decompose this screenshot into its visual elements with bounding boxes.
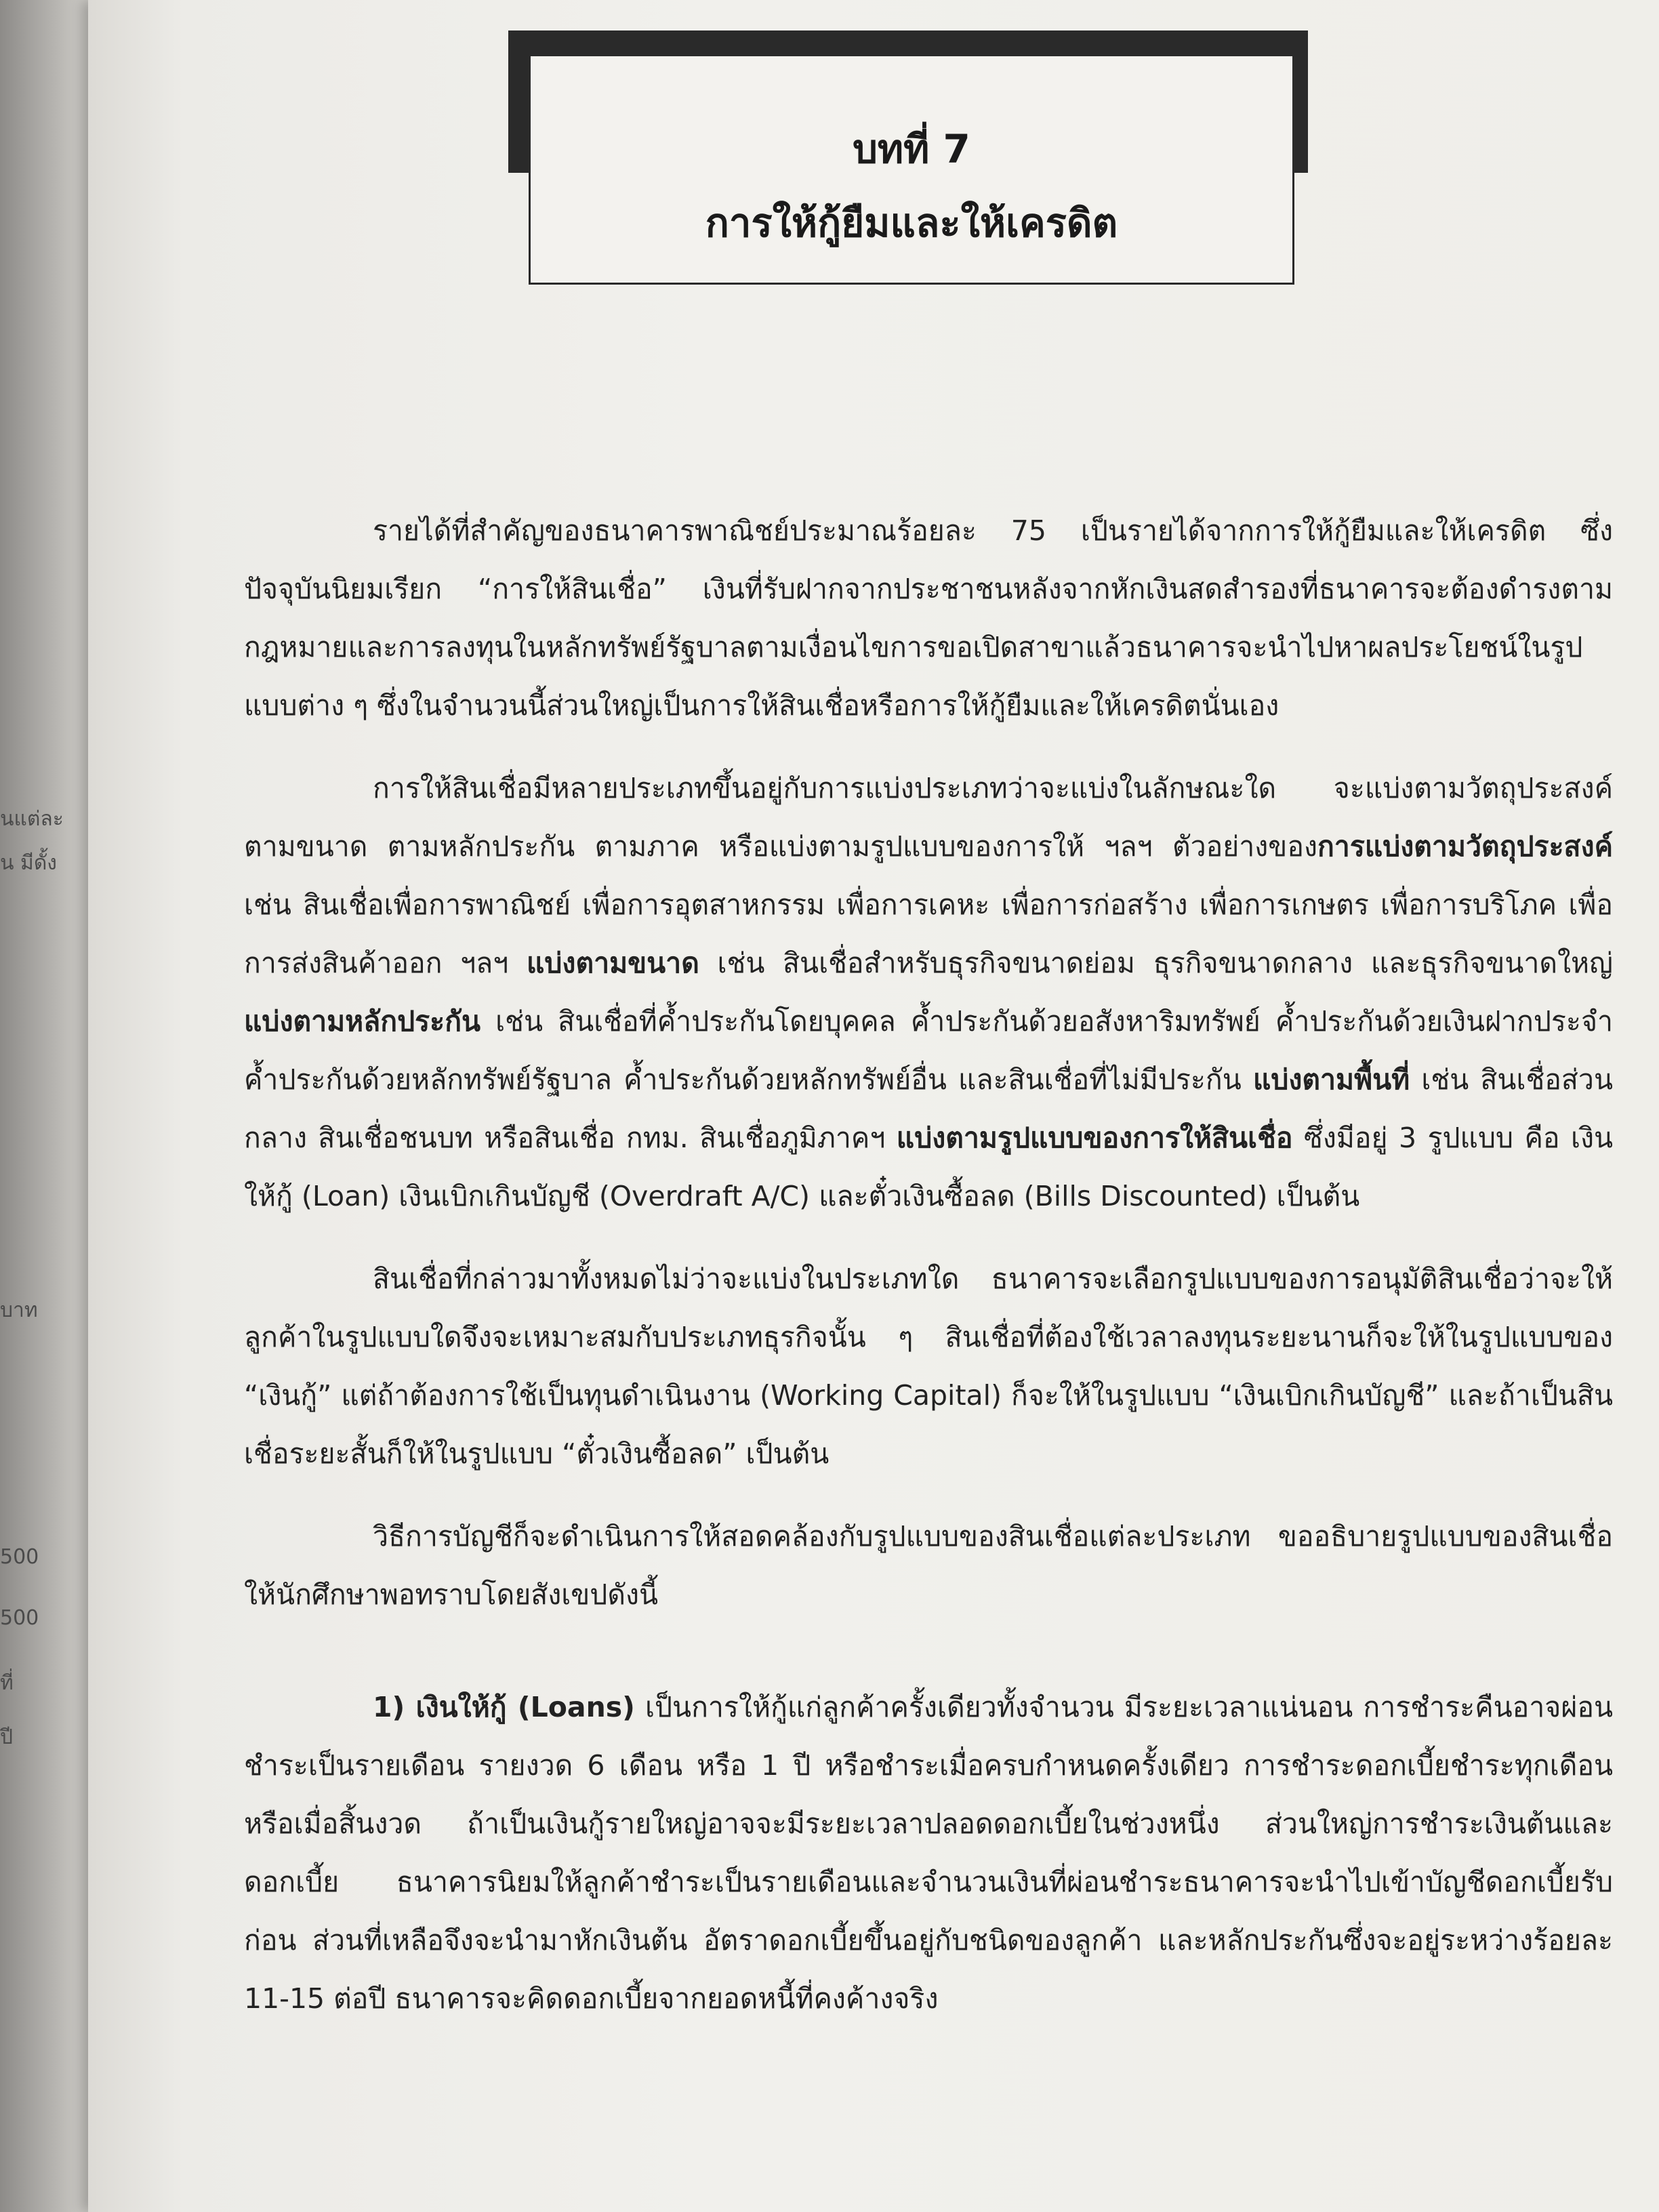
- paragraph-credit-types: [244, 759, 1613, 1225]
- chapter-number: บทที่ 7: [853, 126, 970, 172]
- left-page-fragment: 500: [0, 1606, 39, 1630]
- chapter-title-box: [529, 54, 1294, 285]
- left-page-fragment: น มีดั้ง: [0, 851, 57, 875]
- bold-term: แบ่งตามขนาด: [526, 947, 699, 979]
- left-page-fragment: นแต่ละ: [0, 807, 64, 831]
- text-segment: เช่น สินเชื่อเพื่อการพาณิชย์ เพื่อการอุตสาหกรรม เพื่อการเคหะ เพื่อการก่อสร้าง เพื่อการเกษตร เพื่อการบริโภค เพื่อการส่งสินค้าออก ฯลฯ: [244, 888, 1613, 979]
- left-page-fragment: ปี: [0, 1725, 14, 1749]
- text-segment: เป็นการให้กู้แก่ลูกค้าครั้งเดียวทั้งจำนวน มีระยะเวลาแน่นอน การชำระคืนอาจผ่อนชำระเป็นรายเดือน รายงวด 6 เดือน หรือ 1 ปี หรือชำระเมื่อครบกำหนดครั้งเดียว การชำระดอกเบี้ยชำระทุกเดือนหรือเมื่อสิ้นงวด ถ้าเป็นเงินกู้รายใหญ่อาจจะมีระยะเวลาปลอดดอกเบี้ยในช่วงหนึ่ง ส่วนใหญ่การชำระเงินต้นและดอกเบี้ย ธนาคารนิยมให้ลูกค้าชำระเป็นรายเดือนและจำนวนเงินที่ผ่อนชำระธนาคารจะนำไปเข้าบัญชีดอกเบี้ยรับก่อน ส่วนที่เหลือจึงจะนำมาหักเงินต้น อัตราดอกเบี้ยขึ้นอยู่กับชนิดของลูกค้า และหลักประกันซึ่งจะอยู่ระหว่างร้อยละ 11-15 ต่อปี ธนาคารจะคิดดอกเบี้ยจากยอดหนี้ที่คงค้างจริง: [244, 1691, 1613, 2015]
- bold-term: แบ่งตามรูปแบบของการให้สินเชื่อ: [896, 1122, 1293, 1154]
- text-segment: เช่น สินเชื่อสำหรับธุรกิจขนาดย่อม ธุรกิจขนาดกลาง และธุรกิจขนาดใหญ่: [699, 947, 1613, 979]
- chapter-title: การให้กู้ยืมและให้เครดิต: [705, 200, 1118, 246]
- left-page-fragment: บาท: [0, 1298, 38, 1322]
- bold-term: 1) เงินให้กู้ (Loans): [373, 1691, 635, 1723]
- paragraph-credit-forms: สินเชื่อที่กล่าวมาทั้งหมดไม่ว่าจะแบ่งในประเภทใด ธนาคารจะเลือกรูปแบบของการอนุมัติสินเชื่อว่าจะให้ลูกค้าในรูปแบบใดจึงจะเหมาะสมกับประเภทธุรกิจนั้น ๆ สินเชื่อที่ต้องใช้เวลาลงทุนระยะนานก็จะให้ในรูปแบบของ “เงินกู้” แต่ถ้าต้องการใช้เป็นทุนดำเนินงาน (Working Capital) ก็จะให้ในรูปแบบ “เงินเบิกเกินบัญชี” และถ้าเป็นสินเชื่อระยะสั้นก็ให้ในรูปแบบ “ตั๋วเงินซื้อลด” เป็นต้น: [244, 1263, 1613, 1470]
- adjacent-left-page: [0, 0, 102, 2212]
- text-segment: เช่น สินเชื่อที่ค้ำประกันโดยบุคคล ค้ำประกันด้วยอสังหาริมทรัพย์ ค้ำประกันด้วยเงินฝากประจำ ค้ำประกันด้วยหลักทรัพย์รัฐบาล ค้ำประกันด้วยหลักทรัพย์อื่น และสินเชื่อที่ไม่มีประกัน: [244, 1005, 1613, 1096]
- chapter-body: [244, 501, 1613, 2052]
- text-segment: การให้สินเชื่อมีหลายประเภทขึ้นอยู่กับการแบ่งประเภทว่าจะแบ่งในลักษณะใด จะแบ่งตามวัตถุประสงค์ ตามขนาด ตามหลักประกัน ตามภาค หรือแบ่งตามรูปแบบของการให้ ฯลฯ ตัวอย่างของ: [244, 772, 1613, 863]
- paragraph-loans: [244, 1678, 1613, 2028]
- left-page-fragment: 500: [0, 1545, 39, 1569]
- bold-term: แบ่งตามพื้นที่: [1252, 1063, 1410, 1096]
- paragraph-intro: รายได้ที่สำคัญของธนาคารพาณิชย์ประมาณร้อยละ 75 เป็นรายได้จากการให้กู้ยืมและให้เครดิต ซึ่งปัจจุบันนิยมเรียก “การให้สินเชื่อ” เงินที่รับฝากจากประชาชนหลังจากหักเงินสดสำรองที่ธนาคารจะต้องดำรงตามกฎหมายและการลงทุนในหลักทรัพย์รัฐบาลตามเงื่อนไขการขอเปิดสาขาแล้วธนาคารจะนำไปหาผลประโยชน์ในรูปแบบต่าง ๆ ซึ่งในจำนวนนี้ส่วนใหญ่เป็นการให้สินเชื่อหรือการให้กู้ยืมและให้เครดิตนั่นเอง: [244, 514, 1613, 722]
- bold-term: แบ่งตามหลักประกัน: [244, 1005, 481, 1038]
- paragraph-accounting-method: วิธีการบัญชีก็จะดำเนินการให้สอดคล้องกับรูปแบบของสินเชื่อแต่ละประเภท ขออธิบายรูปแบบของสินเชื่อให้นักศึกษาพอทราบโดยสังเขปดังนี้: [244, 1520, 1613, 1611]
- bold-term: การแบ่งตามวัตถุประสงค์: [1317, 830, 1613, 863]
- text-segment: เช่น สินเชื่อส่วนกลาง สินเชื่อชนบท หรือสินเชื่อ กทม. สินเชื่อภูมิภาคฯ: [244, 1063, 1613, 1154]
- text-segment: ซึ่งมีอยู่ 3 รูปแบบ คือ เงินให้กู้ (Loan) เงินเบิกเกินบัญชี (Overdraft A/C) และตั๋วเงินซื้อลด (Bills Discounted) เป็นต้น: [244, 1122, 1613, 1212]
- book-page: [88, 0, 1659, 2212]
- left-page-fragment: ที่: [0, 1671, 14, 1695]
